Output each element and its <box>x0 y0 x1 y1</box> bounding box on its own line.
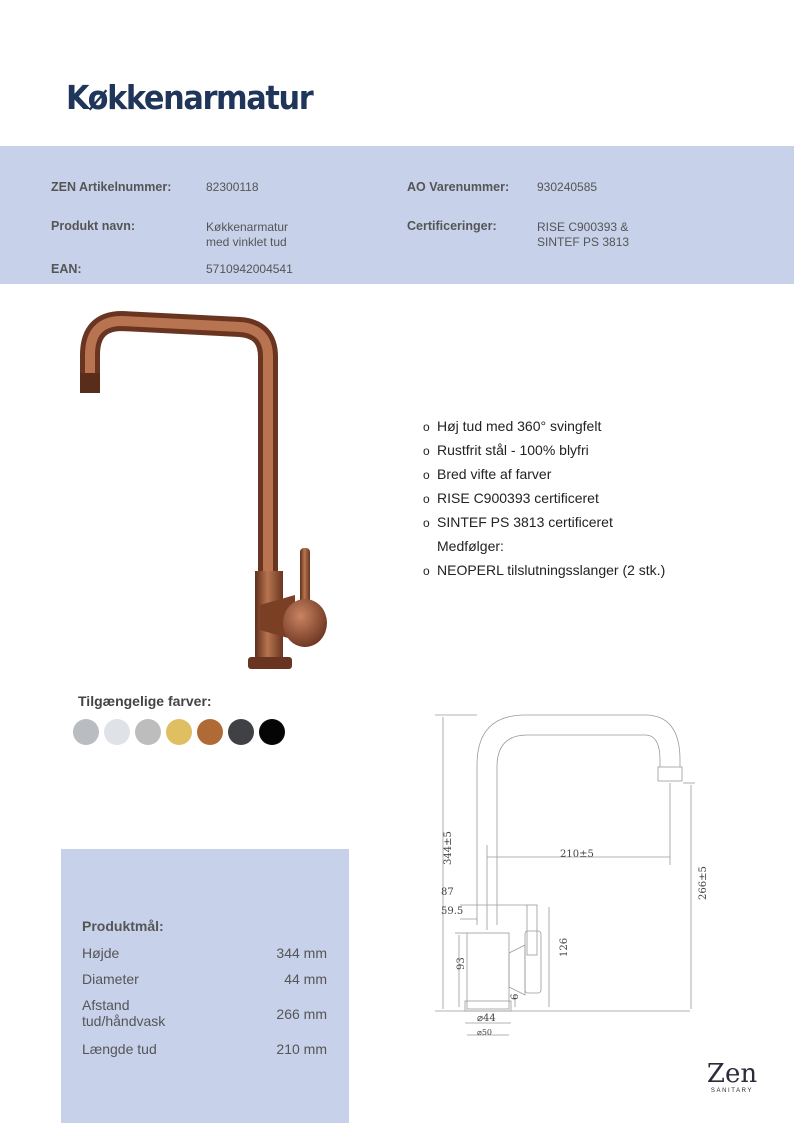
dimensions-heading: Produktmål: <box>82 918 164 934</box>
certifications-label: Certificeringer: <box>407 219 497 233</box>
dim-93: 93 <box>456 957 467 970</box>
dimensions-box: Produktmål: Højde 344 mm Diameter 44 mm Afstand tud/håndvask 266 mm Længde tud 210 mm <box>61 849 349 1123</box>
feature-item: o Bred vifte af farver <box>423 466 552 482</box>
feature-item: o RISE C900393 certificeret <box>423 490 599 506</box>
product-name-value-1: Køkkenarmatur <box>206 220 289 234</box>
feature-item: o SINTEF PS 3813 certificeret <box>423 514 613 530</box>
feature-item: o Høj tud med 360° svingfelt <box>423 418 602 434</box>
product-info-band <box>0 146 794 284</box>
dim-126: 126 <box>559 937 570 957</box>
color-swatch <box>104 719 130 745</box>
color-swatch <box>197 719 223 745</box>
color-swatch <box>166 719 192 745</box>
dim-spout-height: 266±5 <box>698 866 709 900</box>
feature-list <box>423 416 665 584</box>
dim-spout-length: 210±5 <box>560 849 594 860</box>
dim-59: 59.5 <box>441 906 464 917</box>
product-name-value-2: med vinklet tud <box>206 235 287 249</box>
dim-diameter-50: ⌀50 <box>477 1028 492 1037</box>
page-title: Køkkenarmatur <box>66 78 313 117</box>
faucet-product-image <box>70 305 340 680</box>
feature-item: o NEOPERL tilslutningsslanger (2 stk.) <box>423 562 666 578</box>
product-name-label: Produkt navn: <box>51 219 136 233</box>
color-swatch <box>228 719 254 745</box>
dim-87: 87 <box>441 887 454 898</box>
dim-diameter-44: ⌀44 <box>477 1013 496 1024</box>
available-colors-title: Tilgængelige farver: <box>78 693 212 709</box>
zen-sanitary-logo: Zen SANITARY <box>706 1059 758 1094</box>
ao-number-label: AO Varenummer: <box>407 180 510 194</box>
feature-item: o Rustfrit stål - 100% blyfri <box>423 442 589 458</box>
feature-item: Medfølger: <box>437 538 504 554</box>
color-swatch <box>259 719 285 745</box>
dim-total-height: 344±5 <box>443 831 454 865</box>
ao-number-value: 930240585 <box>537 180 598 194</box>
article-number-value: 82300118 <box>206 180 259 194</box>
technical-drawing <box>415 705 709 1045</box>
dim-6: 6 <box>510 993 521 1000</box>
color-swatch <box>135 719 161 745</box>
certifications-value-2: SINTEF PS 3813 <box>537 235 630 249</box>
article-number-label: ZEN Artikelnummer: <box>51 180 172 194</box>
ean-value: 5710942004541 <box>206 262 293 276</box>
color-swatch <box>73 719 99 745</box>
certifications-value-1: RISE C900393 & <box>537 220 629 234</box>
ean-label: EAN: <box>51 262 82 276</box>
dimension-row-distance: Afstand tud/håndvask 266 mm <box>82 997 327 1029</box>
